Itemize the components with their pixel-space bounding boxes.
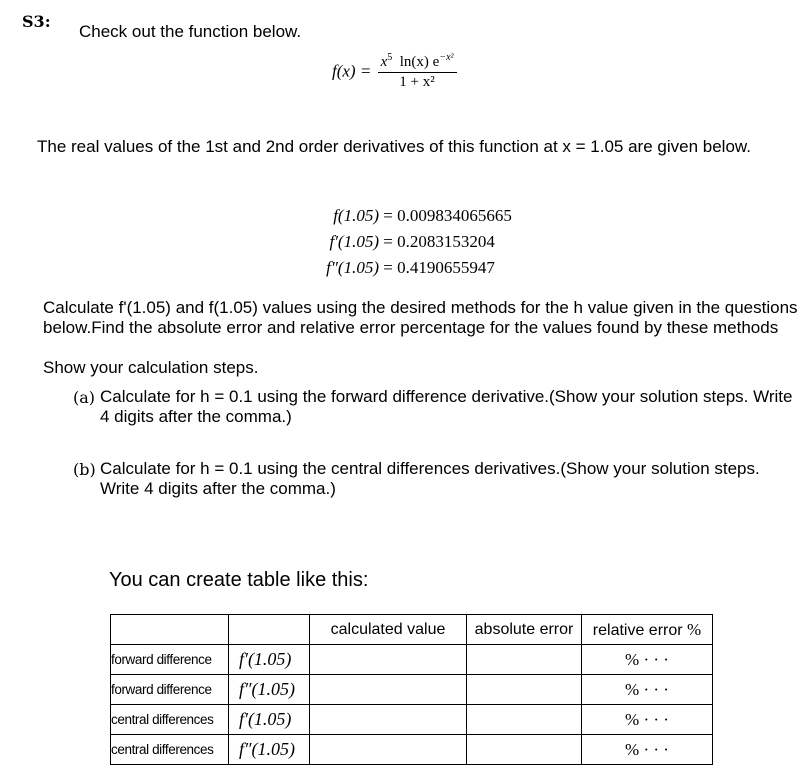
question-a-text: Calculate for h = 0.1 using the forward difference derivative.(Show your solution steps. Write 4 digits after the comma.): [100, 387, 793, 426]
task-text: Calculate f'(1.05) and f(1.05) values using the desired methods for the h value given in the questions below.Find the absolute error and relative error percentage for the values found by these methods: [43, 298, 798, 337]
header-cell: [111, 615, 229, 645]
absolute-error-cell[interactable]: [467, 645, 582, 675]
value-row: f′(1.05) = 0.2083153204: [329, 232, 495, 251]
method-cell: forward difference: [111, 645, 229, 675]
value-row: f″(1.05) = 0.4190655947: [326, 258, 495, 277]
function-cell: f′(1.05): [229, 645, 310, 675]
derivatives-intro: The real values of the 1st and 2nd order derivatives of this function at x = 1.05 are given below.: [37, 137, 751, 156]
function-lhs: f(x) =: [332, 61, 372, 81]
function-formula: [332, 52, 457, 91]
numerator-x: x: [380, 54, 388, 70]
section-label: S3:: [22, 12, 51, 31]
relative-error-cell[interactable]: % · · ·: [582, 735, 713, 765]
relative-error-cell[interactable]: % · · ·: [582, 705, 713, 735]
header-cell: [229, 615, 310, 645]
results-table: [110, 614, 713, 765]
calculated-value-cell[interactable]: [310, 675, 467, 705]
numerator-e: e: [432, 54, 440, 70]
function-cell: f″(1.05): [229, 675, 310, 705]
value-row: f(1.05) = 0.009834065665: [333, 206, 512, 225]
method-cell: central differences: [111, 735, 229, 765]
header-absolute-error: absolute error: [467, 615, 582, 645]
numerator-x-exponent: 5: [387, 52, 393, 63]
intro-text: Check out the function below.: [79, 22, 302, 41]
denominator: 1 + x²: [399, 74, 435, 90]
question-a-marker: (a): [73, 388, 96, 407]
method-cell: forward difference: [111, 675, 229, 705]
question-b-marker: (b): [73, 460, 96, 479]
absolute-error-cell[interactable]: [467, 675, 582, 705]
method-cell: central differences: [111, 705, 229, 735]
table-row: [111, 735, 713, 765]
table-caption: You can create table like this:: [109, 569, 369, 591]
derivative-values: [312, 203, 512, 281]
table-row: [111, 645, 713, 675]
table-header-row: [111, 615, 713, 645]
absolute-error-cell[interactable]: [467, 735, 582, 765]
relative-error-cell[interactable]: % · · ·: [582, 645, 713, 675]
numerator-e-exponent: −x²: [439, 52, 454, 63]
absolute-error-cell[interactable]: [467, 705, 582, 735]
calculated-value-cell[interactable]: [310, 645, 467, 675]
table-row: [111, 675, 713, 705]
function-cell: f′(1.05): [229, 705, 310, 735]
question-b-text: Calculate for h = 0.1 using the central differences derivatives.(Show your solution steps. Write 4 digits after the comma.): [100, 459, 760, 498]
numerator-ln: ln(x): [399, 54, 429, 70]
function-fraction: [378, 52, 457, 91]
show-steps-text: Show your calculation steps.: [43, 358, 259, 377]
calculated-value-cell[interactable]: [310, 705, 467, 735]
relative-error-cell[interactable]: % · · ·: [582, 675, 713, 705]
header-calculated-value: calculated value: [310, 615, 467, 645]
table-row: [111, 705, 713, 735]
function-cell: f″(1.05): [229, 735, 310, 765]
calculated-value-cell[interactable]: [310, 735, 467, 765]
header-relative-error: relative error %: [582, 615, 713, 645]
